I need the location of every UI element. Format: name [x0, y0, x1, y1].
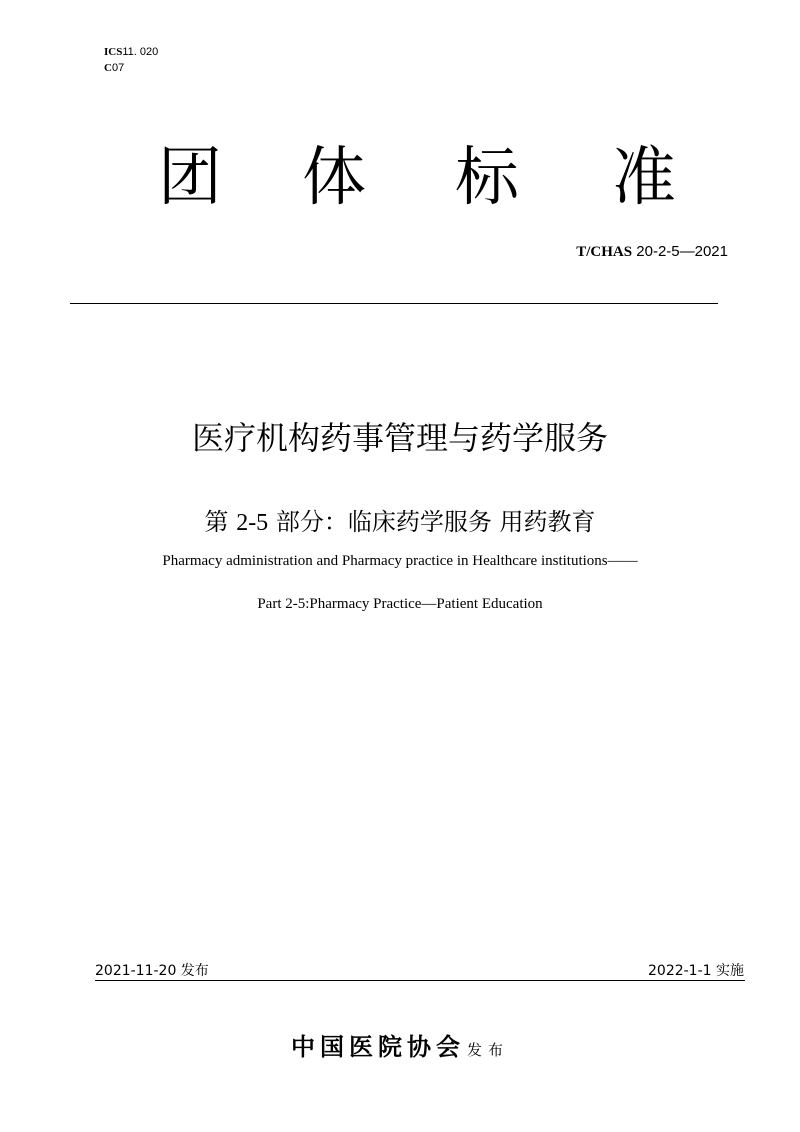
- document-subtitle: [0, 505, 800, 540]
- standard-type-char: 准: [612, 141, 676, 215]
- subtitle-part-number: 2-5: [236, 510, 269, 536]
- standard-type-heading: [150, 138, 690, 218]
- issuing-organization: [0, 1030, 800, 1067]
- classification-codes: [104, 44, 158, 76]
- organization-name: 中国医院协会: [290, 1033, 465, 1061]
- document-title: 医疗机构药事管理与药学服务: [191, 419, 608, 457]
- standard-type-char: 标: [455, 141, 519, 215]
- footer-divider: [95, 980, 745, 981]
- ics-code: [104, 44, 158, 60]
- standard-type-char: 团: [158, 141, 222, 215]
- ccs-value: 07: [111, 62, 125, 74]
- standard-number: [576, 242, 728, 262]
- english-title-line-1: Pharmacy administration and Pharmacy practice in Healthcare institutions——: [162, 553, 638, 569]
- ics-label: ICS: [104, 46, 123, 58]
- ccs-label: C: [104, 62, 112, 74]
- standard-type-char: 体: [302, 141, 366, 215]
- ics-value: 11. 020: [122, 46, 159, 58]
- implementation-date: 2022-1-1 实施: [648, 963, 744, 979]
- subtitle-rest: 部分：临床药学服务 用药教育: [268, 508, 596, 536]
- subtitle-prefix: 第: [204, 508, 237, 536]
- standard-number-prefix: T/CHAS: [576, 244, 633, 260]
- ccs-code: [104, 60, 158, 76]
- issue-action: 发布: [466, 1041, 509, 1059]
- publish-date: 2021-11-20 发布: [95, 963, 209, 979]
- english-title-line-2: Part 2-5:Pharmacy Practice—Patient Education: [257, 596, 543, 612]
- header-divider: [70, 303, 718, 304]
- standard-number-value: 20-2-5—2021: [632, 243, 728, 260]
